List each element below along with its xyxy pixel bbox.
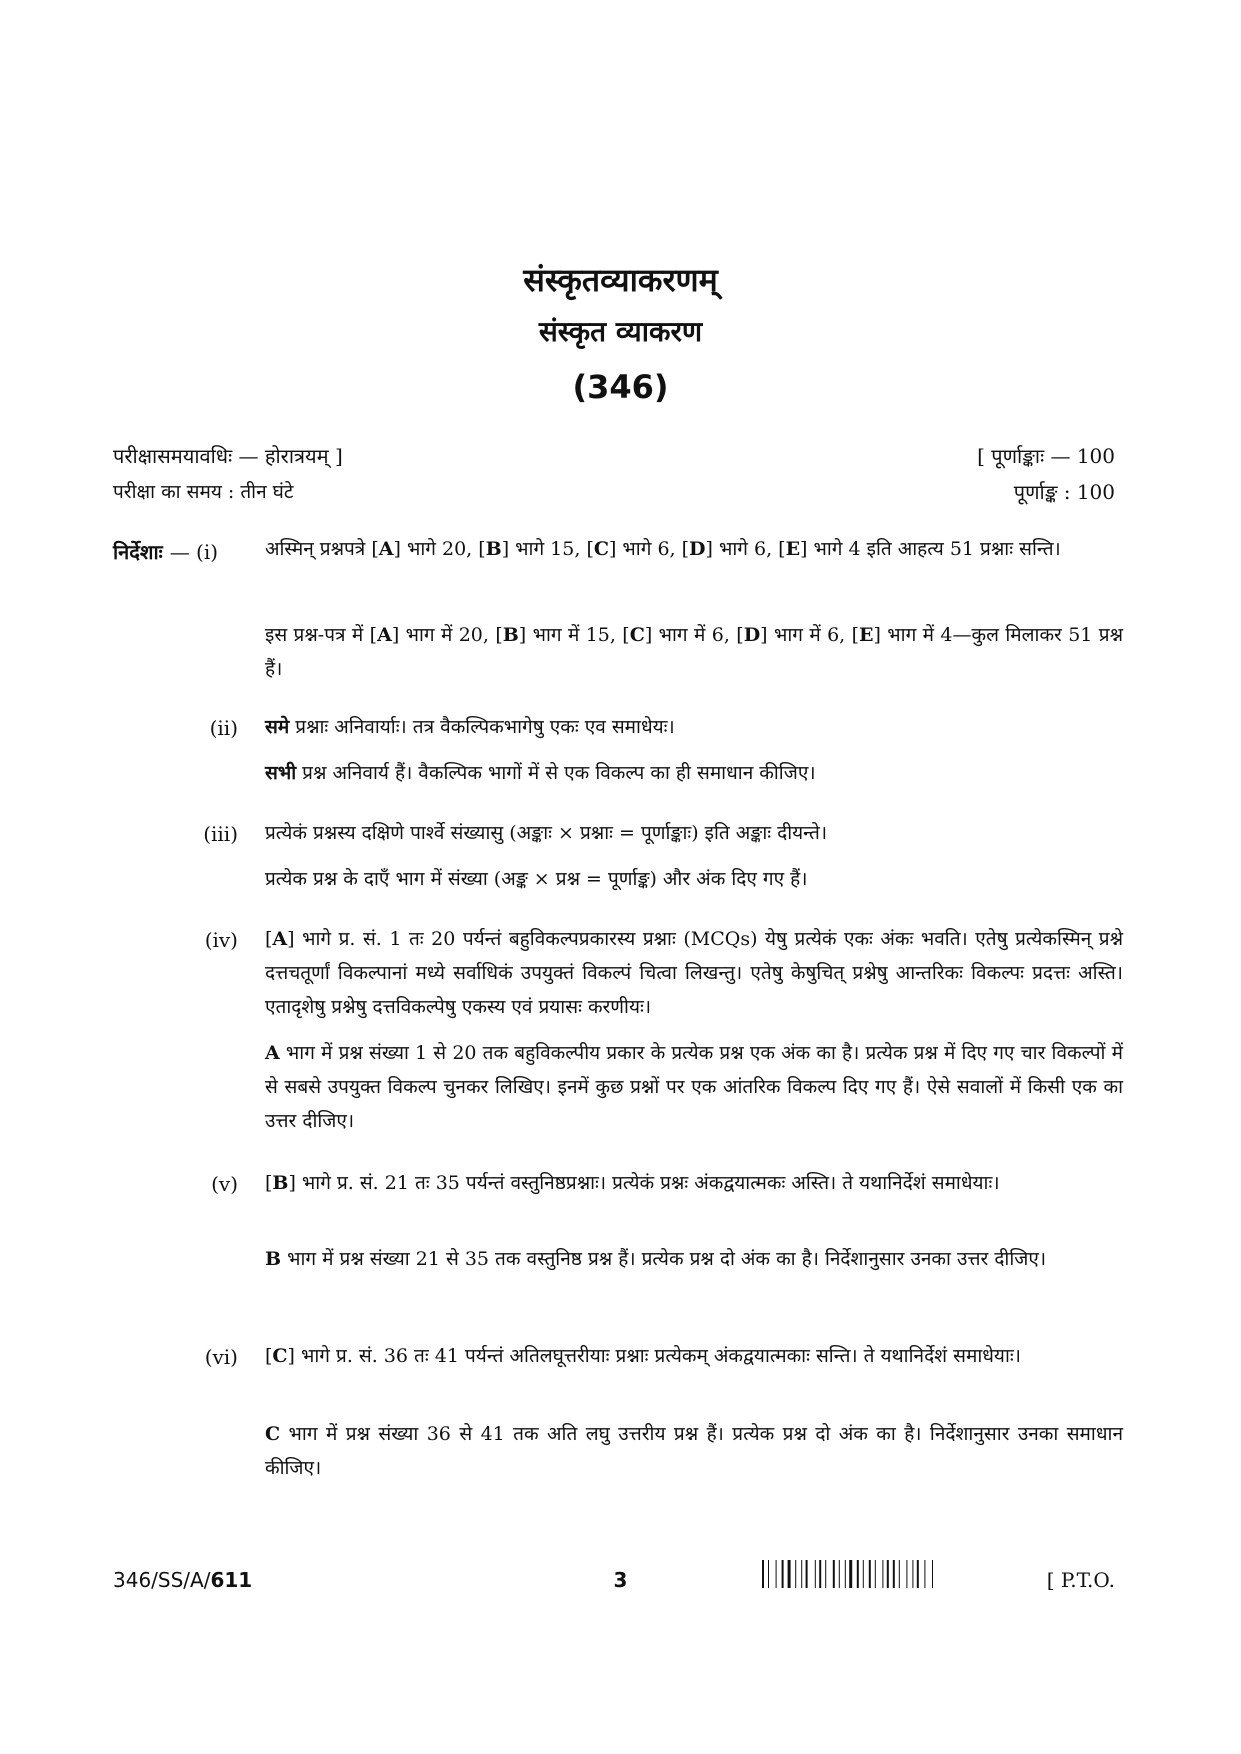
instruction-iv-number: (iv) <box>204 928 238 952</box>
title-hindi: संस्कृत व्याकरण <box>538 315 703 348</box>
instruction-iii-hindi: प्रत्येक प्रश्न के दाएँ भाग में संख्या (अङ्क × प्रश्न = पूर्णाङ्क) और अंक दिए गए हैं। <box>265 868 808 890</box>
instruction-iii-sanskrit: प्रत्येकं प्रश्नस्य दक्षिणे पार्श्वे संख्यासु (अङ्काः × प्रश्नाः = पूर्णाङ्काः) इति अङ्काः दीयन्ते। <box>265 822 828 844</box>
time-sanskrit: परीक्षासमयावधिः — होरात्रयम् ] <box>113 444 343 468</box>
barcode-icon <box>762 1560 1024 1588</box>
subject-code: (346) <box>572 368 669 406</box>
instruction-vi-number: (vi) <box>204 1345 238 1369</box>
instruction-ii-number: (ii) <box>209 716 238 740</box>
instruction-vi-sanskrit: [C] भागे प्र. सं. 36 तः 41 पर्यन्तं अतिलघूत्तरीयाः प्रश्नाः प्रत्येकम् अंकद्वयात्मकाः सन्ति। ते यथानिर्देशं समाधेयाः। <box>265 1345 1021 1367</box>
page-number: 3 <box>613 1568 628 1592</box>
instruction-iv-hindi: A भाग में प्रश्न संख्या 1 से 20 तक बहुविकल्पीय प्रकार के प्रत्येक प्रश्न एक अंक का है। प्रत्येक प्रश्न में दिए गए चार विकल्पों में से सबसे उपयुक्त विकल्प चुनकर लिखिए। इनमें कुछ प्रश्नों पर एक आंतरिक विकल्प दिए गए हैं। ऐसे सवालों में किसी एक का उत्तर दीजिए। <box>265 1042 1123 1132</box>
paper-code: 346/SS/A/611 <box>113 1568 253 1592</box>
instruction-v-hindi: B भाग में प्रश्न संख्या 21 से 35 तक वस्तुनिष्ठ प्रश्न हैं। प्रत्येक प्रश्न दो अंक का है। निर्देशानुसार उनका उत्तर दीजिए। <box>265 1248 1047 1270</box>
instruction-ii-hindi: सभी प्रश्न अनिवार्य हैं। वैकल्पिक भागों में से एक विकल्प का ही समाधान कीजिए। <box>265 762 816 784</box>
instructions-lead-sep: — (i) <box>169 540 219 564</box>
instruction-ii-sanskrit: समे प्रश्नाः अनिवार्याः। तत्र वैकल्पिकभागेषु एकः एव समाधेयः। <box>265 716 675 738</box>
instruction-v-sanskrit: [B] भागे प्र. सं. 21 तः 35 पर्यन्तं वस्तुनिष्ठप्रश्नाः। प्रत्येकं प्रश्नः अंकद्वयात्मकः अस्ति। ते यथानिर्देशं समाधेयाः। <box>265 1172 1000 1194</box>
marks-hindi: पूर्णाङ्क : 100 <box>1013 480 1115 504</box>
instruction-i-hindi: इस प्रश्न-पत्र में [A] भाग में 20, [B] भाग में 15, [C] भाग में 6, [D] भाग में 6, [E] भाग में 4—कुल मिलाकर 51 प्रश्न हैं। <box>265 624 1123 680</box>
instructions-lead <box>113 538 218 565</box>
instruction-iv-sanskrit: [A] भागे प्र. सं. 1 तः 20 पर्यन्तं बहुविकल्पप्रकारस्य प्रश्नाः (MCQs) येषु प्रत्येकं एकः अंकः भवति। एतेषु प्रत्येकस्मिन् प्रश्ने दत्तचतूर्णां विकल्पानां मध्ये सर्वाधिकं उपयुक्तं विकल्पं चित्वा लिखन्तु। एतेषु केषुचित् प्रश्नेषु आन्तरिकः विकल्पः प्रदत्तः अस्ति। एतादृशेषु प्रश्नेषु दत्तविकल्पेषु एकस्य एवं प्रयासः करणीयः। <box>265 928 1123 1018</box>
instruction-iii-number: (iii) <box>203 822 238 846</box>
instructions-label: निर्देशाः <box>113 540 163 564</box>
instruction-vi-hindi: C भाग में प्रश्न संख्या 36 से 41 तक अति लघु उत्तरीय प्रश्न हैं। प्रत्येक प्रश्न दो अंक का है। निर्देशानुसार उनका समाधान कीजिए। <box>265 1423 1123 1479</box>
instruction-v-number: (v) <box>211 1172 238 1196</box>
pto-label: [ P.T.O. <box>1046 1568 1115 1592</box>
time-hindi: परीक्षा का समय : तीन घंटे <box>113 481 294 503</box>
instruction-i-sanskrit: अस्मिन् प्रश्नपत्रे [A] भागे 20, [B] भागे 15, [C] भागे 6, [D] भागे 6, [E] भागे 4 इति आहत्य 51 प्रश्नाः सन्ति। <box>265 538 1061 560</box>
marks-sanskrit: [ पूर्णाङ्काः — 100 <box>977 444 1115 468</box>
title-sanskrit: संस्कृतव्याकरणम् <box>523 261 718 299</box>
